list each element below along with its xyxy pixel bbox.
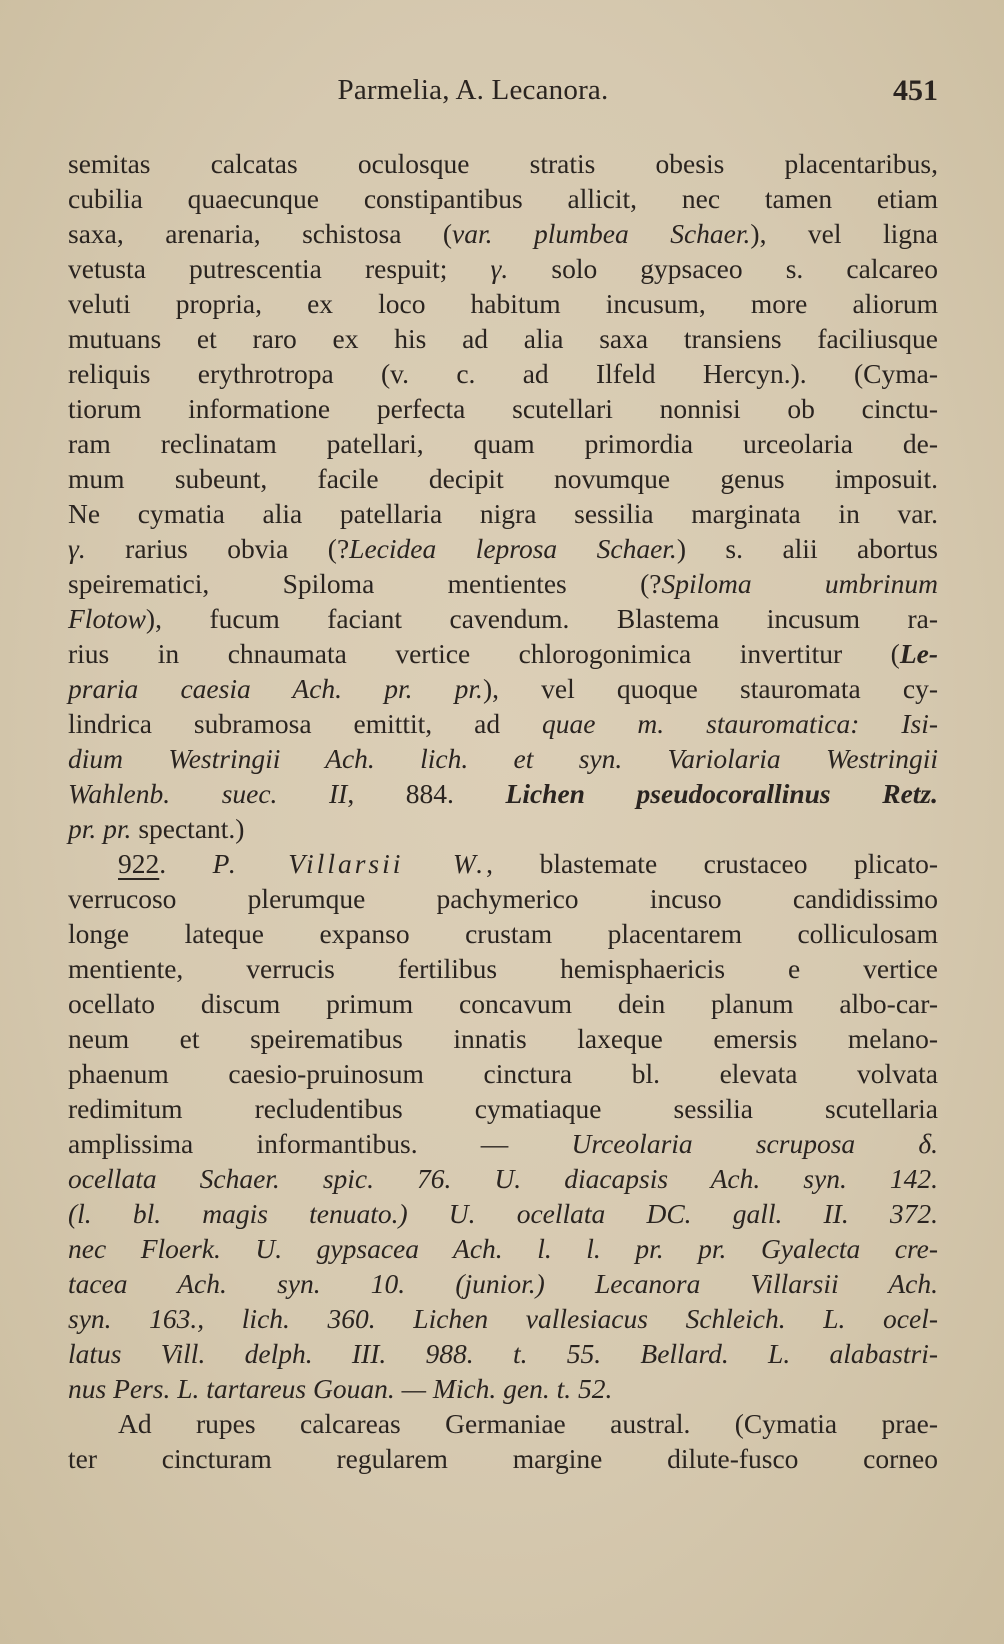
body-text [68, 146, 938, 1476]
text-line [68, 951, 938, 986]
italic-segment: ocellata Schaer. spic. 76. U. diacapsis Ach. syn. 142. [68, 1163, 938, 1194]
text-segment: mentiente, verrucis fertilibus hemisphaericis e vertice [68, 953, 938, 984]
text-line [68, 1336, 938, 1371]
italic-segment: nec Floerk. U. gypsacea Ach. l. l. pr. pr. Gyalecta cre- [68, 1233, 938, 1264]
text-line [68, 741, 938, 776]
italic-segment: γ. [68, 533, 86, 564]
text-segment: , blastemate crustaceo plicato- [486, 848, 938, 879]
text-segment: mutuans et raro ex his ad alia saxa transiens faciliusque [68, 323, 938, 354]
text-segment: reliquis erythrotropa (v. c. ad Ilfeld Hercyn.). (Cyma- [68, 358, 938, 389]
text-line [68, 181, 938, 216]
text-line [68, 846, 938, 881]
text-line [68, 1196, 938, 1231]
text-segment: amplissima informantibus. — [68, 1128, 572, 1159]
text-line [68, 776, 938, 811]
italic-segment: γ. [490, 253, 509, 284]
text-segment: ), vel ligna [750, 218, 938, 249]
text-line [68, 566, 938, 601]
text-segment: ), fucum faciant cavendum. Blastema incusum ra- [145, 603, 938, 634]
text-line [68, 706, 938, 741]
italic-segment: Flotow [68, 603, 146, 634]
text-line [68, 426, 938, 461]
italic-segment: Wahlenb. suec. II [68, 778, 348, 809]
text-segment: tiorum informatione perfecta scutellari nonnisi ob cinctu- [68, 393, 938, 424]
text-line [68, 1301, 938, 1336]
italic-segment: quae m. stauromatica: Isi- [542, 708, 938, 739]
italic-segment: P. Villarsii W. [212, 848, 487, 879]
italic-segment: Lichen pseudocorallinus Retz. [505, 778, 938, 809]
text-line [68, 216, 938, 251]
text-segment: lindrica subramosa emittit, ad [68, 708, 543, 739]
text-segment: . [159, 848, 213, 879]
text-line [68, 146, 938, 181]
text-line [68, 531, 938, 566]
text-line [68, 881, 938, 916]
text-line [68, 496, 938, 531]
italic-segment: Lecidea leprosa Schaer. [349, 533, 677, 564]
text-segment: vetusta putrescentia respuit; [68, 253, 491, 284]
text-segment: Ne cymatia alia patellaria nigra sessilia marginata in var. [68, 498, 938, 529]
italic-segment: Urceolaria scruposa δ. [571, 1128, 939, 1159]
text-segment: neum et speirematibus innatis laxeque emersis melano- [68, 1023, 938, 1054]
text-line [68, 356, 938, 391]
text-segment: redimitum recludentibus cymatiaque sessilia scutellaria [68, 1093, 938, 1124]
text-segment: ) s. alii abortus [676, 533, 938, 564]
text-segment: , 884. [347, 778, 506, 809]
italic-segment: var. plumbea Schaer. [452, 218, 751, 249]
text-line [68, 251, 938, 286]
text-line [68, 391, 938, 426]
running-title: Parmelia, A. Lecanora. [337, 74, 609, 106]
text-line [68, 1231, 938, 1266]
text-line [68, 461, 938, 496]
text-line [68, 321, 938, 356]
page-header [68, 74, 938, 112]
italic-segment: latus Vill. delph. III. 988. t. 55. Bellard. L. alabastri- [68, 1338, 938, 1369]
text-line [68, 1091, 938, 1126]
text-segment: ocellato discum primum concavum dein planum albo-car- [68, 988, 938, 1019]
text-segment: rius in chnaumata vertice chlorogonimica invertitur ( [68, 638, 900, 669]
species-number: 922 [118, 848, 160, 879]
italic-segment: tacea Ach. syn. 10. (junior.) Lecanora Villarsii Ach. [68, 1268, 938, 1299]
text-segment: Ad rupes calcareas Germaniae austral. (Cymatia prae- [118, 1408, 938, 1439]
italic-segment: syn. 163., lich. 360. Lichen vallesiacus Schleich. L. ocel- [68, 1303, 938, 1334]
text-segment: longe lateque expanso crustam placentarem colliculosam [68, 918, 938, 949]
italic-segment: pr. pr. [68, 813, 132, 844]
italic-segment: praria caesia Ach. pr. pr. [68, 673, 483, 704]
text-segment: speirematici, Spiloma mentientes (? [68, 568, 662, 599]
italic-segment: nus Pers. L. tartareus Gouan. — Mich. gen. t. 52. [68, 1373, 613, 1404]
italic-segment: Le- [899, 638, 938, 669]
italic-segment: dium Westringii Ach. lich. et syn. Variolaria Westringii [68, 743, 938, 774]
text-line [68, 1056, 938, 1091]
text-line [68, 1126, 938, 1161]
text-line [68, 1266, 938, 1301]
text-segment: saxa, arenaria, schistosa ( [68, 218, 453, 249]
text-line [68, 916, 938, 951]
text-line [68, 636, 938, 671]
text-line [68, 1406, 938, 1441]
text-segment: ter cincturam regularem margine dilute-fusco corneo [68, 1443, 938, 1474]
text-line [68, 671, 938, 706]
text-segment: mum subeunt, facile decipit novumque genus imposuit. [68, 463, 938, 494]
text-segment: spectant.) [131, 813, 245, 844]
text-segment: semitas calcatas oculosque stratis obesis placentaribus, [68, 148, 938, 179]
text-segment: verrucoso plerumque pachymerico incuso candidissimo [68, 883, 938, 914]
text-segment: ), vel quoque stauromata cy- [482, 673, 938, 704]
italic-segment: (l. bl. magis tenuato.) U. ocellata DC. gall. II. 372. [68, 1198, 938, 1229]
text-segment: solo gypsaceo s. calcareo [508, 253, 938, 284]
text-line [68, 1161, 938, 1196]
text-segment: phaenum caesio-pruinosum cinctura bl. elevata volvata [68, 1058, 938, 1089]
page-number: 451 [893, 74, 938, 107]
text-segment: cubilia quaecunque constipantibus allicit, nec tamen etiam [68, 183, 938, 214]
text-line [68, 1441, 938, 1476]
text-line [68, 1021, 938, 1056]
text-segment: ram reclinatam patellari, quam primordia urceolaria de- [68, 428, 938, 459]
text-line [68, 986, 938, 1021]
text-line [68, 1371, 938, 1406]
text-line [68, 811, 938, 846]
text-line [68, 286, 938, 321]
text-segment: veluti propria, ex loco habitum incusum, more aliorum [68, 288, 938, 319]
text-line [68, 601, 938, 636]
italic-segment: Spiloma umbrinum [661, 568, 938, 599]
text-segment: rarius obvia (? [85, 533, 350, 564]
